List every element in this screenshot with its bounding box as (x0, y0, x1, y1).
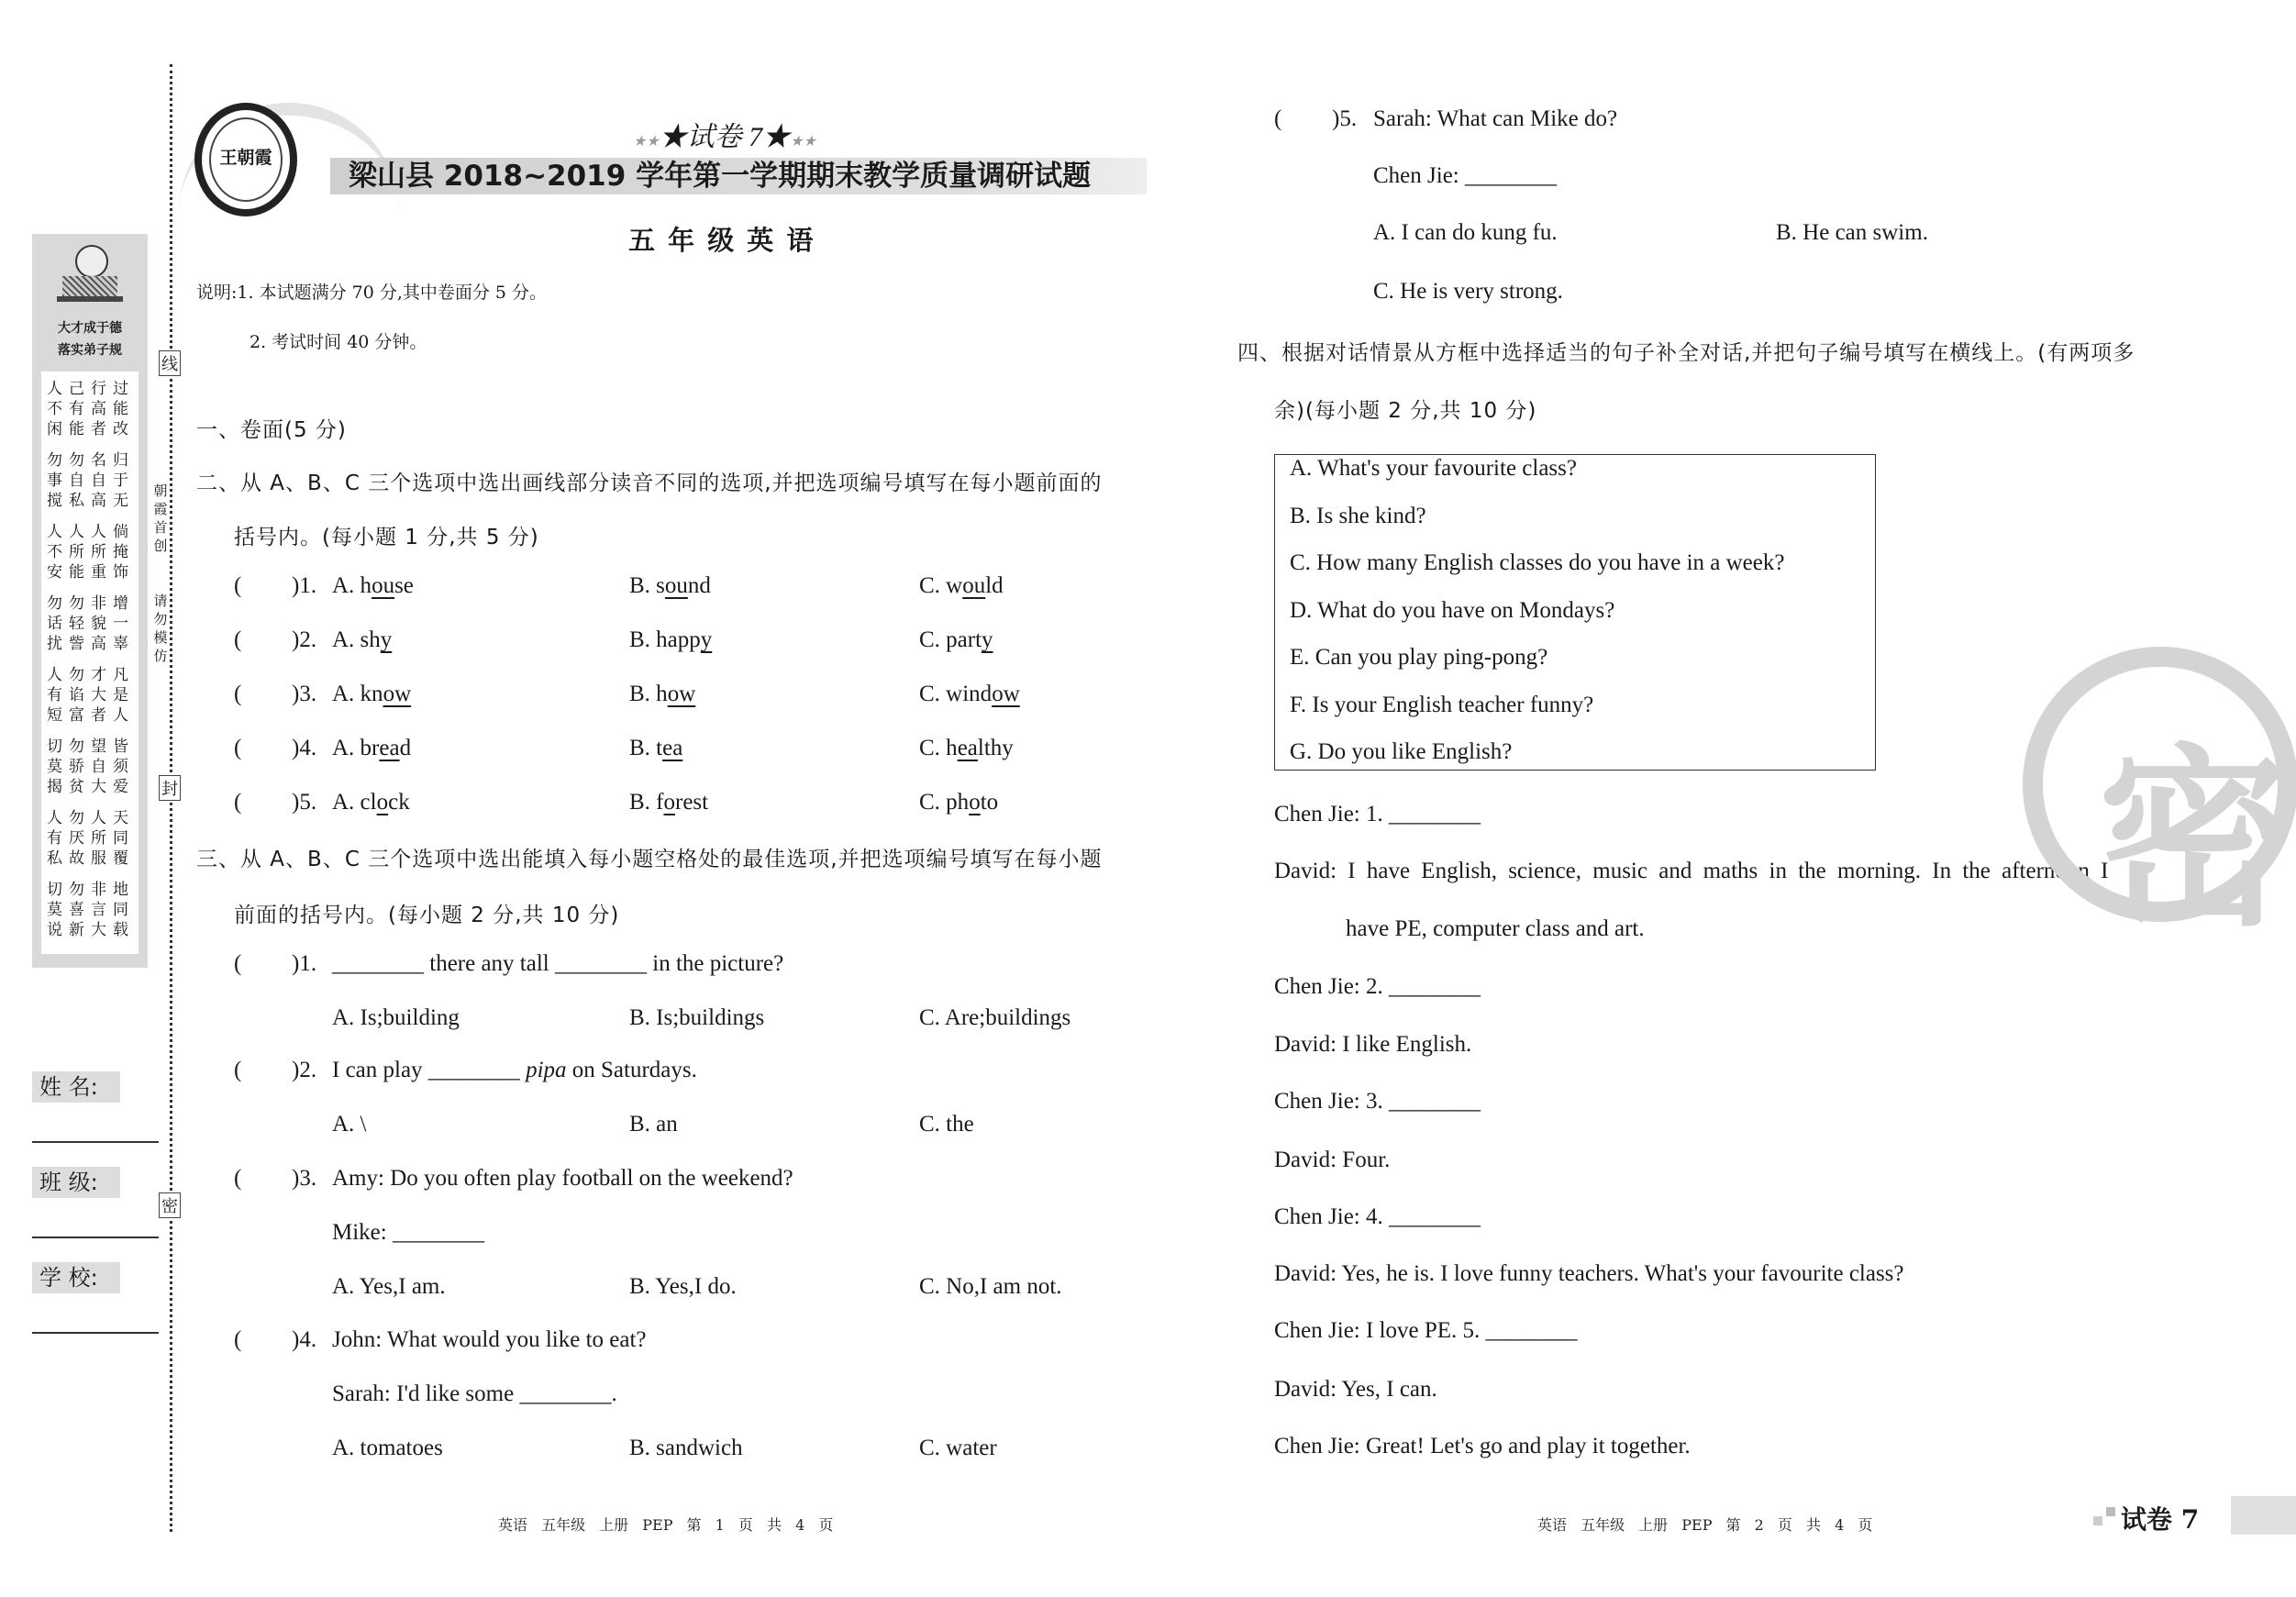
poem-line: 私故服覆 (47, 849, 135, 868)
field-input-line[interactable] (32, 1237, 159, 1238)
poem-line: 安能重饰 (47, 563, 135, 582)
exam-title: 梁山县 2018~2019 学年第一学期期末教学质量调研试题 (349, 160, 1092, 193)
answer-bracket[interactable]: ( (234, 682, 242, 706)
question-text: Mike: ________ (332, 1220, 484, 1245)
option (629, 790, 708, 815)
underlined-letters: ow (383, 682, 412, 706)
section1-heading: 一、卷面(5 分) (196, 418, 347, 442)
option-prefix: C. ph (919, 790, 970, 815)
option (332, 573, 414, 599)
question-text: I can play ________ pipa on Saturdays. (332, 1058, 697, 1082)
vertical-note-original: 朝霞首创 (153, 482, 168, 554)
poem-stanza (47, 737, 135, 797)
dizigui-poem (41, 372, 139, 954)
answer-bracket[interactable]: ( (234, 1327, 242, 1352)
underlined-letters: o (663, 790, 675, 815)
footer-page-1: 英语 五年级 上册 PEP 第 1 页 共 4 页 (498, 1516, 834, 1534)
question-number: )2. (292, 1058, 317, 1082)
answer-bracket[interactable]: ( (234, 790, 242, 815)
option: B. He can swim. (1776, 220, 1928, 245)
underlined-letters: y (982, 627, 993, 652)
field-input-line[interactable] (32, 1332, 159, 1334)
option (332, 736, 411, 761)
section2-heading: 二、从 A、B、C 三个选项中选出画线部分读音不同的选项,并把选项编号填写在每小题前面的 (196, 471, 1103, 495)
paper-label: ★★★试卷 7★★★ (633, 122, 816, 152)
poem-line: 勿勿名归 (47, 451, 135, 470)
poem-line: 人勿人天 (47, 809, 135, 827)
option-prefix: C. w (919, 573, 963, 598)
option-prefix: B. s (629, 573, 665, 598)
field-label: 学 校: (32, 1262, 120, 1293)
dialogue-line: have PE, computer class and art. (1346, 916, 1645, 941)
option-prefix: A. sh (332, 627, 381, 652)
sidebar-dizigui (32, 234, 148, 968)
question-number: )3. (292, 1166, 317, 1191)
section4-heading: 四、根据对话情景从方框中选择适当的句子补全对话,并把句子编号填写在横线上。(有两项多 (1237, 341, 2135, 365)
answer-bracket[interactable]: ( (234, 627, 242, 652)
motto-line-2: 落实弟子规 (58, 343, 122, 358)
option-prefix: A. kn (332, 682, 383, 706)
answer-bracket[interactable]: ( (234, 573, 242, 598)
choice-item: B. Is she kind? (1290, 503, 1426, 528)
option-suffix: se (394, 573, 414, 598)
dialogue-line: Chen Jie: 4. ________ (1274, 1204, 1481, 1229)
question-number: )1. (292, 573, 317, 598)
poem-line: 短富者人 (47, 706, 135, 725)
option-prefix: B. f (629, 790, 664, 815)
poem-line: 有谄大是 (47, 686, 135, 704)
option-prefix: C. part (919, 627, 982, 652)
option-suffix: nd (687, 573, 711, 598)
choice-item: C. How many English classes do you have in a week? (1290, 550, 1785, 575)
section4-heading-2: 余)(每小题 2 分,共 10 分) (1274, 399, 1537, 423)
section3-heading: 三、从 A、B、C 三个选项中选出能填入每小题空格处的最佳选项,并把选项编号填写在每小题 (196, 848, 1103, 871)
option (629, 573, 711, 599)
dialogue-line: David: Yes, I can. (1274, 1377, 1437, 1402)
poem-line: 闲能者改 (47, 420, 135, 438)
dialogue-line: Chen Jie: 3. ________ (1274, 1089, 1481, 1114)
poem-line: 莫喜言同 (47, 901, 135, 919)
option-prefix: C. h (919, 736, 958, 760)
margin-mark-seal: 封 (159, 775, 181, 801)
choice-item: F. Is your English teacher funny? (1290, 692, 1594, 717)
option-prefix: A. h (332, 573, 372, 598)
option (332, 682, 411, 707)
question-number: )2. (292, 627, 317, 652)
question-number: )5. (292, 790, 317, 815)
option (629, 627, 712, 653)
underlined-letters: ea (379, 736, 400, 760)
poem-line: 切勿望皆 (47, 738, 135, 756)
underlined-letters: o (376, 790, 389, 815)
publisher-logo: 王朝霞 (194, 103, 297, 216)
question-text: Sarah: I'd like some ________. (332, 1381, 617, 1406)
question-text: Amy: Do you often play football on the weekend? (332, 1166, 793, 1191)
option: B. Is;buildings (629, 1005, 765, 1030)
question-text: Chen Jie: ________ (1373, 163, 1557, 188)
option-suffix: rest (675, 790, 709, 815)
choice-item: E. Can you play ping-pong? (1290, 645, 1548, 670)
option-prefix: C. wind (919, 682, 993, 706)
field-input-line[interactable] (32, 1141, 159, 1143)
dialogue-line: Chen Jie: 1. ________ (1274, 802, 1481, 826)
option: B. an (629, 1112, 678, 1137)
dialogue-line: David: I have English, science, music and maths in the morning. In the afternoon I (1274, 859, 2109, 883)
subject-title: 五 年 级 英 语 (628, 225, 815, 256)
footer-page-2: 英语 五年级 上册 PEP 第 2 页 共 4 页 (1537, 1516, 1873, 1534)
option: C. Are;buildings (919, 1005, 1071, 1030)
question-number: )4. (292, 1327, 317, 1352)
poem-line: 搅私高无 (47, 492, 135, 510)
option (629, 736, 682, 761)
option (332, 790, 410, 815)
paper-badge: 试卷 7 (2093, 1496, 2296, 1535)
poem-stanza (47, 450, 135, 511)
poem-stanza (47, 593, 135, 654)
question-text: ________ there any tall ________ in the picture? (332, 951, 784, 976)
option-prefix: B. happ (629, 627, 701, 652)
option: C. water (919, 1436, 997, 1460)
option: A. \ (332, 1112, 367, 1137)
choice-item: D. What do you have on Mondays? (1290, 597, 1615, 623)
poem-line: 人人人倘 (47, 523, 135, 541)
option: A. I can do kung fu. (1373, 220, 1558, 245)
answer-bracket[interactable]: ( (1274, 106, 1282, 131)
margin-mark-line: 线 (159, 350, 181, 376)
choice-item: G. Do you like English? (1290, 739, 1513, 764)
underlined-letters: ea (662, 736, 683, 760)
dialogue-line: Chen Jie: I love PE. 5. ________ (1274, 1318, 1578, 1343)
option (332, 627, 392, 653)
question-number: )5. (1332, 106, 1358, 131)
option: B. Yes,I do. (629, 1274, 737, 1299)
secret-watermark: 密 (2023, 647, 2296, 922)
poem-stanza (47, 522, 135, 582)
poem-line: 切勿非地 (47, 881, 135, 899)
option: C. the (919, 1112, 974, 1137)
dialogue-line: David: Four. (1274, 1148, 1391, 1172)
note-2: 2. 考试时间 40 分钟。 (250, 332, 427, 352)
option (919, 627, 993, 653)
option: C. He is very strong. (1373, 279, 1563, 304)
field-label: 班 级: (32, 1167, 120, 1198)
motto-line-1: 大才成于德 (58, 321, 122, 336)
poem-line: 话轻貌一 (47, 615, 135, 633)
underlined-letters: ea (957, 736, 978, 760)
dialogue-line: Chen Jie: Great! Let's go and play it together. (1274, 1434, 1691, 1458)
poem-line: 揭贫大爱 (47, 778, 135, 796)
vertical-note-no-copy: 请勿模仿 (153, 593, 168, 664)
question-number: )4. (292, 736, 317, 760)
underlined-letters: y (380, 627, 393, 652)
option-prefix: B. h (629, 682, 668, 706)
option (919, 790, 998, 815)
note-1: 说明:1. 本试题满分 70 分,其中卷面分 5 分。 (196, 283, 548, 303)
option: B. sandwich (629, 1436, 743, 1460)
option: A. Yes,I am. (332, 1274, 446, 1299)
question-number: )3. (292, 682, 317, 706)
poem-line: 勿勿非增 (47, 594, 135, 613)
option-suffix: lthy (977, 736, 1014, 760)
underlined-letters: o (969, 790, 981, 815)
poem-line: 莫骄自须 (47, 758, 135, 776)
poem-line: 扰訾高辜 (47, 635, 135, 653)
underlined-letters: ou (372, 573, 395, 598)
answer-bracket[interactable]: ( (234, 1058, 242, 1082)
option-prefix: B. t (629, 736, 663, 760)
option (919, 736, 1014, 761)
underlined-letters: y (700, 627, 713, 652)
poem-line: 人己行过 (47, 380, 135, 398)
option-suffix: to (980, 790, 999, 815)
underlined-letters: ow (992, 682, 1020, 706)
dialogue-line: David: I like English. (1274, 1032, 1472, 1057)
option: A. Is;building (332, 1005, 460, 1030)
option: A. tomatoes (332, 1436, 443, 1460)
question-text: Sarah: What can Mike do? (1373, 106, 1618, 131)
option: C. No,I am not. (919, 1274, 1062, 1299)
field-label: 姓 名: (32, 1071, 120, 1103)
section3-heading-2: 前面的括号内。(每小题 2 分,共 10 分) (234, 904, 620, 927)
poem-line: 有厌所同 (47, 829, 135, 848)
poem-stanza (47, 808, 135, 869)
question-number: )1. (292, 951, 317, 976)
option-prefix: A. br (332, 736, 380, 760)
option-suffix: d (399, 736, 412, 760)
option (919, 573, 1004, 599)
underlined-letters: ou (962, 573, 986, 598)
option-suffix: ld (985, 573, 1004, 598)
answer-bracket[interactable]: ( (234, 1166, 242, 1191)
poem-line: 不有高能 (47, 400, 135, 418)
option (919, 682, 1020, 707)
option (629, 682, 695, 707)
margin-mark-secret: 密 (159, 1192, 181, 1218)
answer-bracket[interactable]: ( (234, 736, 242, 760)
choice-item: A. What's your favourite class? (1290, 456, 1577, 481)
underlined-letters: ou (664, 573, 688, 598)
poem-line: 不所所掩 (47, 543, 135, 561)
poem-line: 说新大载 (47, 921, 135, 939)
poem-line: 人勿才凡 (47, 666, 135, 684)
dialogue-line: Chen Jie: 2. ________ (1274, 974, 1481, 999)
student-reading-illustration (62, 245, 117, 309)
poem-stanza (47, 379, 135, 439)
dialogue-line: David: Yes, he is. I love funny teachers. What's your favourite class? (1274, 1261, 1904, 1286)
poem-line: 事自自于 (47, 471, 135, 490)
poem-stanza (47, 665, 135, 726)
underlined-letters: ow (667, 682, 696, 706)
question-text: John: What would you like to eat? (332, 1327, 647, 1352)
section2-heading-2: 括号内。(每小题 1 分,共 5 分) (234, 526, 539, 549)
answer-bracket[interactable]: ( (234, 951, 242, 976)
option-prefix: A. cl (332, 790, 377, 815)
option-suffix: ck (388, 790, 410, 815)
poem-stanza (47, 880, 135, 940)
choices-box (1274, 454, 1876, 771)
